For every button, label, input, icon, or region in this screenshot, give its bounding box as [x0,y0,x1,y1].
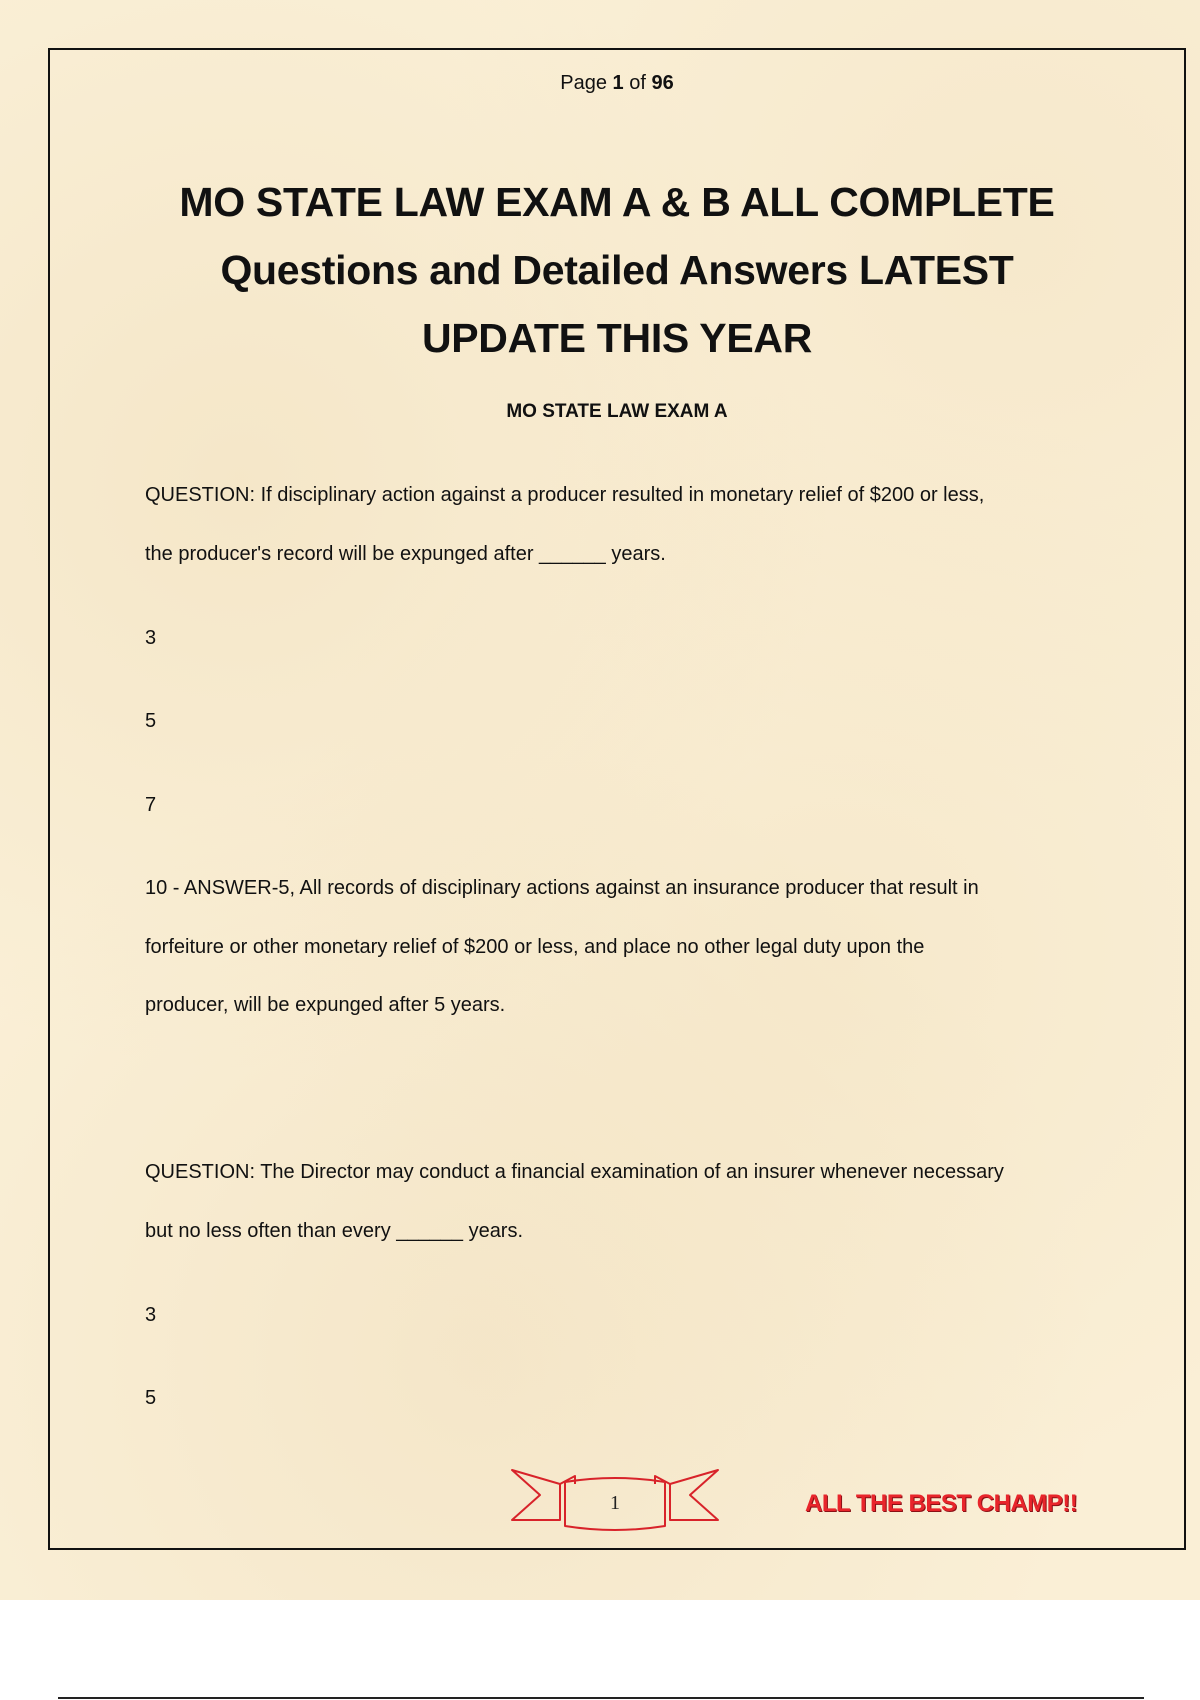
answer-1-line-2: forfeiture or other monetary relief of $200 or less, and place no other legal duty upon the [145,936,925,958]
question-1-line-2: the producer's record will be expunged after ______ years. [145,543,666,565]
bottom-divider [58,1697,1144,1699]
question-1-option-1: 3 [145,627,157,649]
question-2-option-2: 5 [145,1387,157,1409]
question-1-option-2: 5 [145,710,157,732]
document-title [130,168,1104,372]
section-subtitle: MO STATE LAW EXAM A [506,401,728,422]
question-1-line-1: QUESTION: If disciplinary action against a producer resulted in monetary relief of $200 or less, [145,484,985,506]
footer-message: ALL THE BEST CHAMP!! [805,1490,1078,1517]
header-current-page: 1 [612,72,624,94]
footer-page-number: 1 [610,1492,620,1514]
answer-1-line-3: producer, will be expunged after 5 years. [145,994,506,1016]
title-line-1: MO STATE LAW EXAM A & B ALL COMPLETE [179,179,1055,225]
question-2-option-1: 3 [145,1304,157,1326]
page-header [0,72,1200,95]
question-2-line-2: but no less often than every ______ years. [145,1220,524,1242]
question-1-option-3: 7 [145,794,157,816]
title-line-3: UPDATE THIS YEAR [421,315,813,361]
title-line-2: Questions and Detailed Answers LATEST [220,247,1014,293]
question-2-line-1: QUESTION: The Director may conduct a financial examination of an insurer whenever necessary [145,1161,1004,1183]
header-of: of [623,72,652,94]
header-total-pages: 96 [651,72,674,94]
answer-1-line-1: 10 - ANSWER-5, All records of disciplinary actions against an insurance producer that result in [145,877,979,899]
header-prefix: Page [560,72,613,94]
